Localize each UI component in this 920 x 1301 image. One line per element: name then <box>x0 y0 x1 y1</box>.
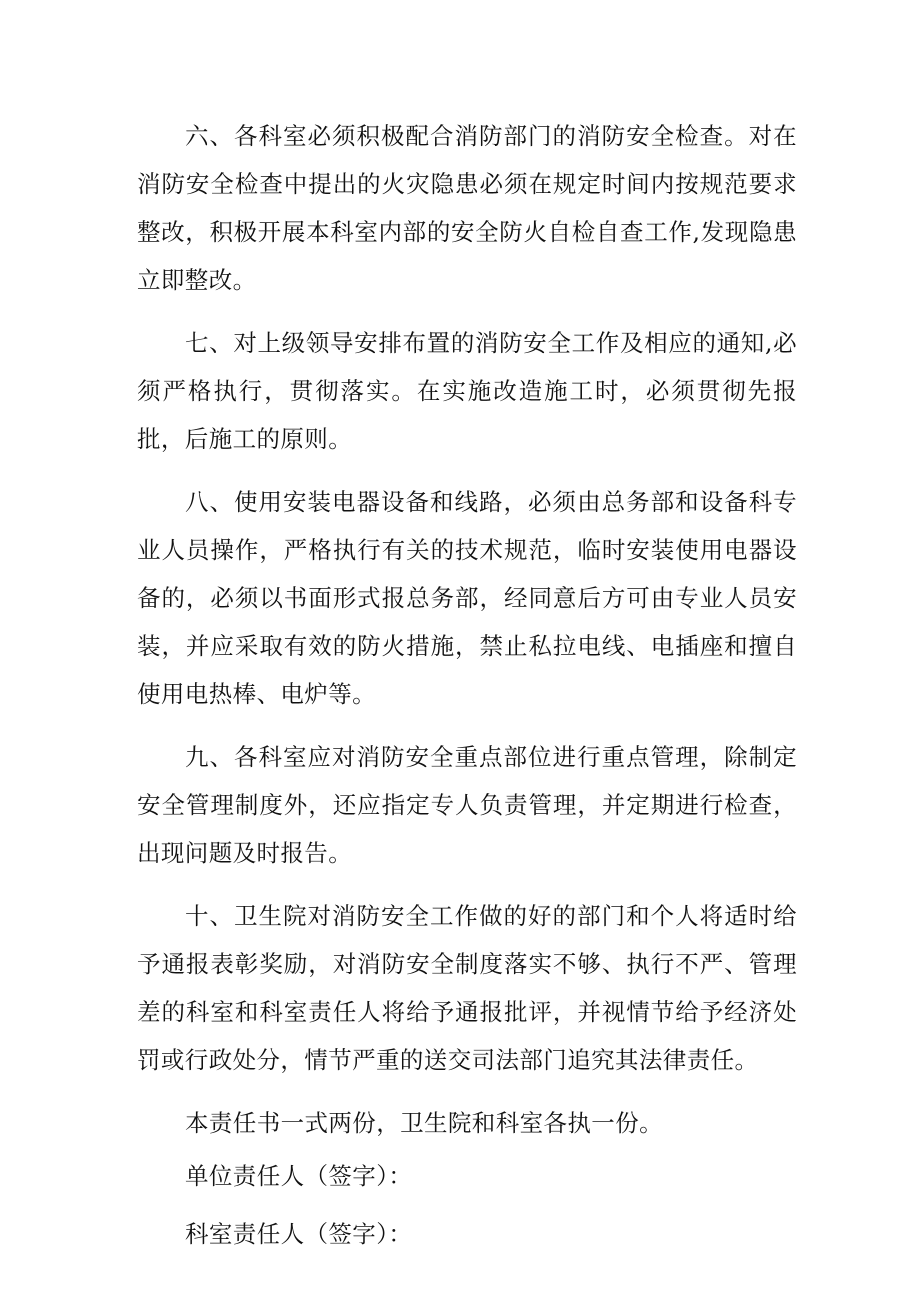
clause-eight: 八、使用安装电器设备和线路，必须由总务部和设备科专业人员操作，严格执行有关的技术规范，临时安装使用电器设备的，必须以书面形式报总务部，经同意后方可由专业人员安装，并应采取有效的防火措施，禁止私拉电线、电插座和擅自使用电热棒、电炉等。 <box>137 488 797 708</box>
clause-six: 六、各科室必须积极配合消防部门的消防安全检查。对在消防安全检查中提出的火灾隐患必须在规定时间内按规范要求整改，积极开展本科室内部的安全防火自检自查工作,发现隐患立即整改。 <box>137 122 797 294</box>
copies-note: 本责任书一式两份，卫生院和科室各执一份。 <box>185 1109 663 1137</box>
document-page <box>137 112 797 1268</box>
clause-ten: 十、卫生院对消防安全工作做的好的部门和个人将适时给予通报表彰奖励，对消防安全制度落实不够、执行不严、管理差的科室和科室责任人将给予通报批评，并视情节给予经济处罚或行政处分，情节严重的送交司法部门追究其法律责任。 <box>137 902 797 1074</box>
clause-seven: 七、对上级领导安排布置的消防安全工作及相应的通知,必须严格执行，贯彻落实。在实施改造施工时，必须贯彻先报批，后施工的原则。 <box>137 329 797 453</box>
department-signature-line: 科室责任人（签字）： <box>185 1220 413 1248</box>
clause-nine: 九、各科室应对消防安全重点部位进行重点管理，除制定安全管理制度外，还应指定专人负责管理，并定期进行检查，出现问题及时报告。 <box>137 743 797 867</box>
unit-signature-line: 单位责任人（签字）： <box>185 1162 413 1190</box>
